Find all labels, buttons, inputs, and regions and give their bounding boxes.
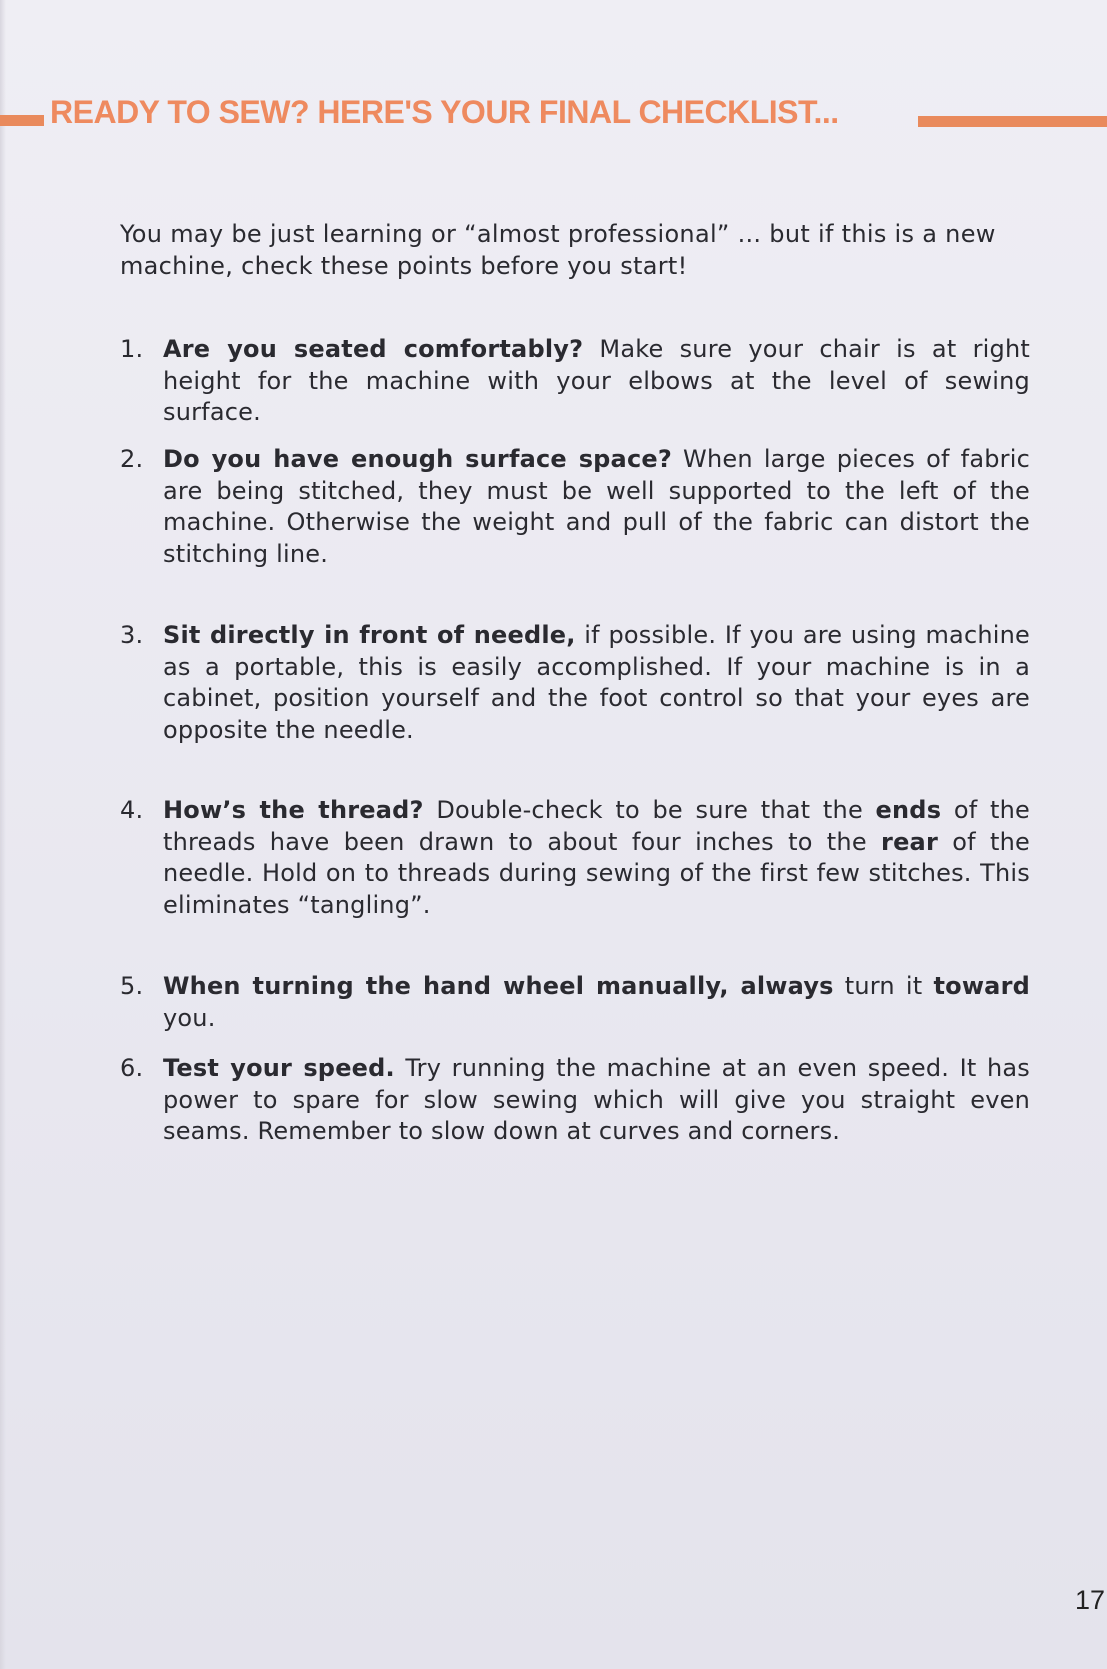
item-emphasis-ends: ends xyxy=(875,796,942,824)
checklist-item-6 xyxy=(120,1053,1030,1148)
item-lead: Do you have enough surface space? xyxy=(163,445,672,473)
header-rule-left xyxy=(0,115,44,126)
header-rule-right xyxy=(918,116,1107,127)
item-text xyxy=(163,444,1030,570)
item-description: Make sure your chair is at right height for the machine with your elbows at the level of sewing surface. xyxy=(163,335,1030,426)
intro-paragraph: You may be just learning or “almost professional” ... but if this is a new machine, check these points before you start! xyxy=(120,220,996,280)
item-description-b: of the threads have been drawn to about four inches to the xyxy=(163,796,1030,856)
item-description: When large pieces of fabric are being stitched, they must be well supported to the left of the machine. Otherwise the weight and pull of the fabric can distort the stitching line. xyxy=(163,445,1030,568)
item-text xyxy=(163,971,1030,1034)
item-lead: Are you seated comfortably? xyxy=(163,335,584,363)
item-number: 4. xyxy=(120,796,144,824)
checklist-item-4 xyxy=(120,795,1030,921)
item-description-a: Double-check to be sure that the xyxy=(423,796,876,824)
item-number: 5. xyxy=(120,972,144,1000)
item-number: 3. xyxy=(120,621,144,649)
item-text xyxy=(163,334,1030,429)
item-description: if possible. If you are using machine as a portable, this is easily accomplished. If your machine is in a cabinet, position yourself and the foot control so that your eyes are opposite the needle. xyxy=(163,621,1030,744)
checklist-item-2 xyxy=(120,444,1030,570)
checklist-item-1 xyxy=(120,334,1030,429)
item-number: 6. xyxy=(120,1054,144,1082)
item-description: Try running the machine at an even speed. It has power to spare for slow sewing which will give you straight even seams. Remember to slow down at curves and corners. xyxy=(163,1054,1030,1145)
item-lead: Sit directly in front of needle, xyxy=(163,621,576,649)
item-description-b: you. xyxy=(163,1003,216,1032)
item-lead: Test your speed. xyxy=(163,1054,395,1082)
item-text xyxy=(163,620,1030,746)
item-emphasis-toward: toward xyxy=(933,972,1030,1000)
item-emphasis-rear: rear xyxy=(881,827,938,856)
checklist-item-5 xyxy=(120,971,1030,1034)
item-lead: How’s the thread? xyxy=(163,796,424,824)
item-text xyxy=(163,1053,1030,1148)
section-header xyxy=(0,92,1107,142)
checklist-item-3 xyxy=(120,620,1030,746)
page-binding-edge xyxy=(0,0,6,1669)
page-number: 17 xyxy=(1075,1585,1106,1615)
item-description-a: turn it xyxy=(833,972,934,1000)
item-lead: When turning the hand wheel manually, always xyxy=(163,972,834,1000)
page-title: READY TO SEW? HERE'S YOUR FINAL CHECKLIST... xyxy=(50,94,839,130)
item-number: 1. xyxy=(120,335,144,363)
item-description-c: of the needle. Hold on to threads during sewing of the first few stitches. This eliminates “tangling”. xyxy=(163,827,1030,919)
item-text xyxy=(163,795,1030,921)
item-number: 2. xyxy=(120,445,144,473)
